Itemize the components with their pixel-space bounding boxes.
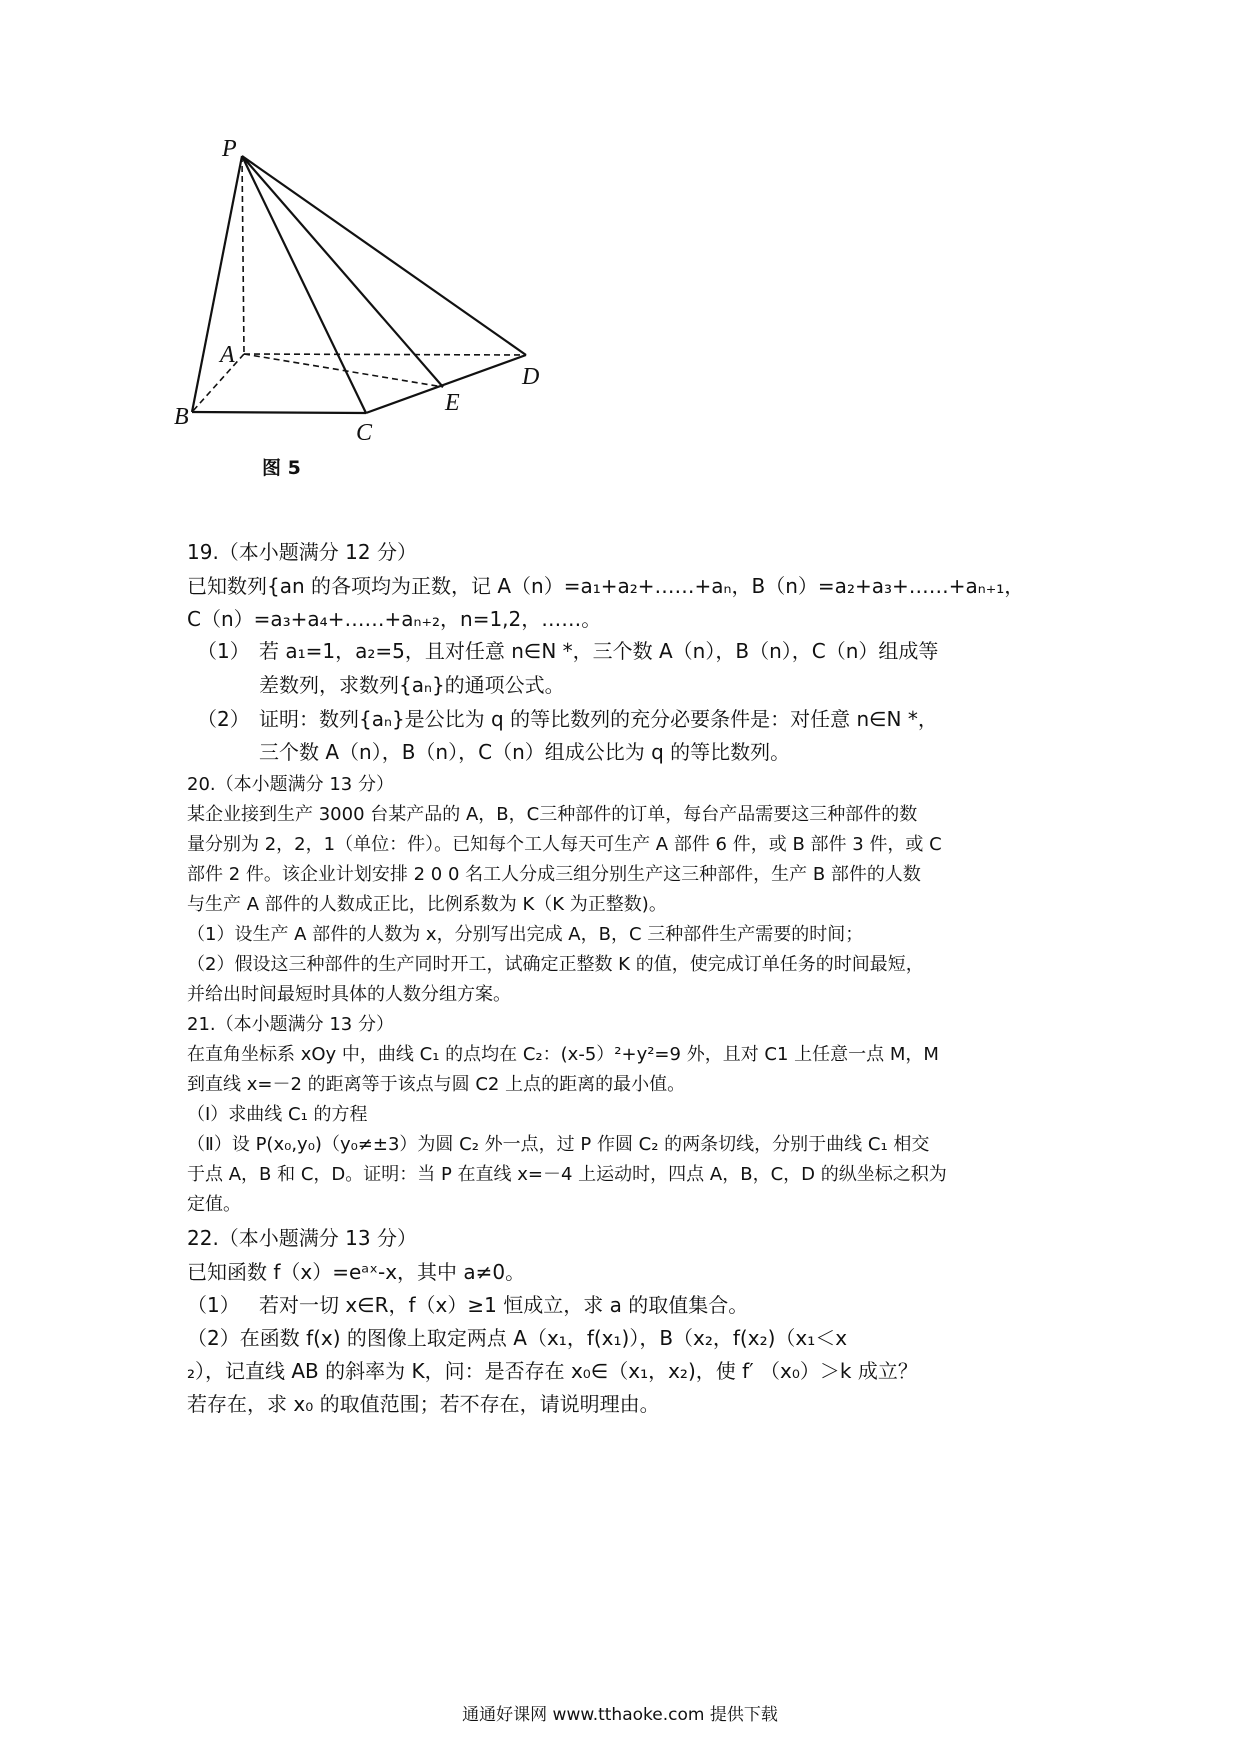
q22-part1: 若对一切 x∈R，f（x）≥1 恒成立，求 a 的取值集合。 bbox=[259, 1293, 749, 1317]
edge-AE bbox=[244, 354, 443, 387]
pyramid-diagram bbox=[174, 136, 640, 530]
q20-header: 20.（本小题满分 13 分） bbox=[187, 774, 394, 795]
q20-line7: 并给出时间最短时具体的人数分组方案。 bbox=[187, 984, 511, 1005]
q19-part1-number: （1） bbox=[197, 639, 250, 663]
edge-PC bbox=[242, 156, 366, 413]
label-P: P bbox=[222, 136, 237, 162]
edge-PB bbox=[192, 156, 242, 412]
q22-part2-line3: 若存在，求 x₀ 的取值范围；若不存在，请说明理由。 bbox=[187, 1392, 660, 1416]
q20-line4: 与生产 A 部件的人数成正比，比例系数为 K（K 为正整数)。 bbox=[187, 894, 667, 915]
q20-line1: 某企业接到生产 3000 台某产品的 A，B，C三种部件的订单，每台产品需要这三种部件的数 bbox=[187, 804, 918, 825]
q19-part1-line2: 差数列，求数列{aₙ}的通项公式。 bbox=[259, 673, 565, 697]
label-D: D bbox=[522, 364, 540, 390]
q19-part2-line1: 证明：数列{aₙ}是公比为 q 的等比数列的充分必要条件是：对任意 n∈N *， bbox=[259, 707, 938, 731]
q19-header: 19.（本小题满分 12 分） bbox=[187, 540, 417, 564]
figure-caption: 图 5 bbox=[262, 457, 301, 479]
q21-line1: 在直角坐标系 xOy 中，曲线 C₁ 的点均在 C₂：(x-5）²+y²=9 外，且对 C1 上任意一点 M，M bbox=[187, 1044, 939, 1065]
page-footer: 通通好课网 www.tthaoke.com 提供下载 bbox=[462, 1705, 778, 1725]
q21-line5: 于点 A，B 和 C，D。证明：当 P 在直线 x=－4 上运动时，四点 A，B，C，D 的纵坐标之积为 bbox=[187, 1164, 947, 1185]
q21-line6: 定值。 bbox=[187, 1194, 241, 1215]
q21-line2: 到直线 x=－2 的距离等于该点与圆 C2 上点的距离的最小值。 bbox=[187, 1074, 686, 1095]
q19-part2-number: （2） bbox=[197, 707, 250, 731]
q20-line2: 量分别为 2，2，1（单位：件）。已知每个工人每天可生产 A 部件 6 件，或 B 部件 3 件，或 C bbox=[187, 834, 942, 855]
q19-line2: C（n）=a₃+a₄+……+aₙ₊₂，n=1,2，……。 bbox=[187, 607, 602, 631]
q21-line3: （Ⅰ）求曲线 C₁ 的方程 bbox=[187, 1104, 368, 1125]
q19-part1-line1: 若 a₁=1，a₂=5，且对任意 n∈N *，三个数 A（n），B（n），C（n）组成等 bbox=[259, 639, 939, 663]
q20-line6: （2）假设这三种部件的生产同时开工，试确定正整数 K 的值，使完成订单任务的时间最短， bbox=[187, 954, 924, 975]
figure-5 bbox=[174, 136, 640, 530]
q22-line1: 已知函数 f（x）=eᵃˣ-x，其中 a≠0。 bbox=[187, 1260, 526, 1284]
edge-AB bbox=[192, 354, 244, 412]
edge-PE bbox=[242, 156, 443, 387]
label-C: C bbox=[356, 420, 373, 446]
q19-line1: 已知数列{an 的各项均为正数，记 A（n）=a₁+a₂+……+aₙ，B（n）=a₂+a₃+……+aₙ₊₁， bbox=[187, 574, 1025, 598]
label-E: E bbox=[445, 390, 460, 416]
q19-part2-line2: 三个数 A（n），B（n），C（n）组成公比为 q 的等比数列。 bbox=[259, 740, 791, 764]
q20-line5: （1）设生产 A 部件的人数为 x，分别写出完成 A，B，C 三种部件生产需要的时间； bbox=[187, 924, 864, 945]
q21-line4: （Ⅱ）设 P(x₀,y₀)（y₀≠±3）为圆 C₂ 外一点，过 P 作圆 C₂ 的两条切线，分别于曲线 C₁ 相交 bbox=[187, 1134, 930, 1155]
edge-BC bbox=[192, 412, 366, 413]
label-B: B bbox=[174, 404, 189, 430]
q20-line3: 部件 2 件。该企业计划安排 2 0 0 名工人分成三组分别生产这三种部件，生产 B 部件的人数 bbox=[187, 864, 921, 885]
q22-part2-line2: ₂），记直线 AB 的斜率为 K，问：是否存在 x₀∈（x₁，x₂)，使 f′ （x₀）＞k 成立？ bbox=[187, 1359, 918, 1383]
edge-PD bbox=[242, 156, 526, 355]
q22-header: 22.（本小题满分 13 分） bbox=[187, 1226, 417, 1250]
edge-PA bbox=[242, 156, 244, 354]
edge-AD bbox=[244, 354, 526, 355]
q22-part1-number: （1） bbox=[187, 1293, 240, 1317]
label-A: A bbox=[220, 342, 235, 368]
q22-part2-line1: （2）在函数 f(x) 的图像上取定两点 A（x₁，f(x₁)），B（x₂，f(x₂)（x₁＜x bbox=[187, 1326, 848, 1350]
q21-header: 21.（本小题满分 13 分） bbox=[187, 1014, 394, 1035]
